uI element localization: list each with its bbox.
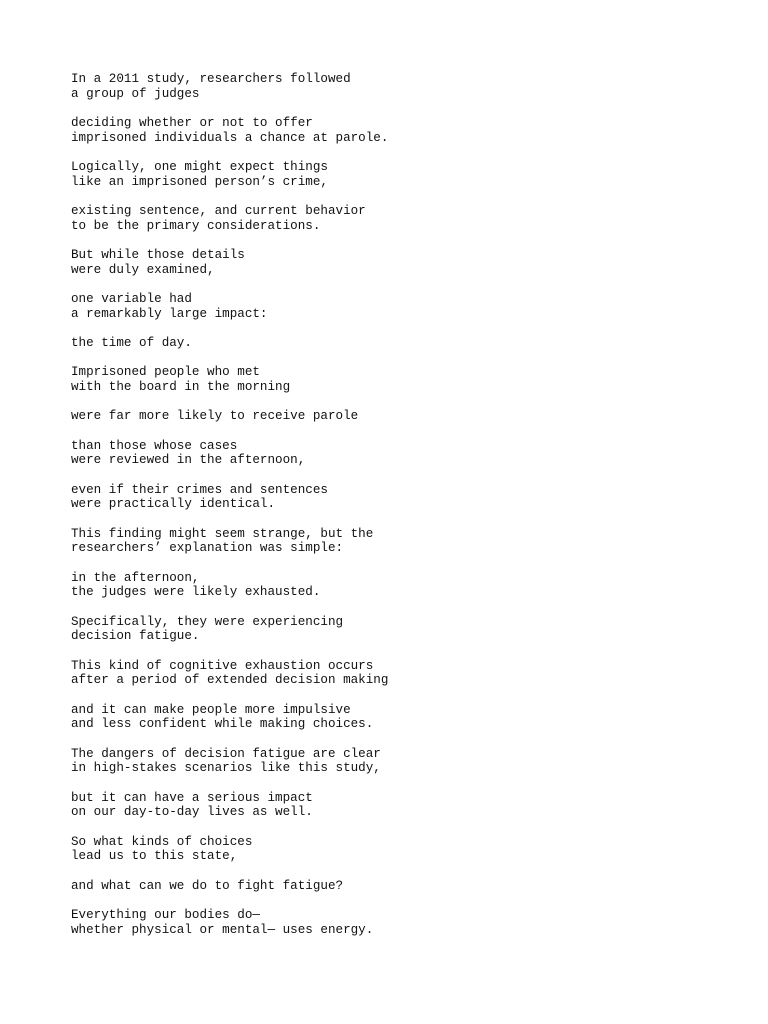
paragraph [71, 336, 721, 351]
text-line: and less confident while making choices. [71, 717, 374, 732]
text-line: imprisoned individuals a chance at parole. [71, 130, 389, 145]
text-line: lead us to this state, [71, 849, 238, 864]
text-line: decision fatigue. [71, 629, 200, 644]
text-line: researchers’ explanation was simple: [71, 541, 344, 556]
text-line: one variable had [71, 292, 192, 306]
text-line: to be the primary considerations. [71, 218, 321, 233]
text-line: on our day-to-day lives as well. [71, 805, 313, 820]
text-line: in the afternoon, [71, 570, 200, 585]
text-line: than those whose cases [71, 438, 238, 453]
document-body [71, 72, 721, 952]
text-line: were practically identical. [71, 497, 276, 512]
text-line: like an imprisoned person’s crime, [71, 174, 328, 189]
text-line: In a 2011 study, researchers followed [71, 72, 351, 86]
paragraph [71, 160, 721, 189]
text-line: deciding whether or not to offer [71, 116, 313, 130]
paragraph [71, 571, 721, 600]
paragraph [71, 747, 721, 776]
paragraph [71, 879, 721, 894]
paragraph [71, 615, 721, 644]
paragraph [71, 659, 721, 688]
text-line: But while those details [71, 248, 245, 262]
text-line: So what kinds of choices [71, 834, 253, 849]
paragraph [71, 908, 721, 937]
paragraph [71, 248, 721, 277]
paragraph [71, 835, 721, 864]
paragraph [71, 703, 721, 732]
text-line: Logically, one might expect things [71, 160, 328, 174]
text-line: but it can have a serious impact [71, 790, 313, 805]
text-line: and it can make people more impulsive [71, 702, 351, 717]
text-line: were reviewed in the afternoon, [71, 453, 306, 468]
text-line: the judges were likely exhausted. [71, 585, 321, 600]
paragraph [71, 72, 721, 101]
text-line: Imprisoned people who met [71, 365, 260, 380]
text-line: This kind of cognitive exhaustion occurs [71, 658, 374, 673]
text-line: the time of day. [71, 336, 192, 350]
text-line: The dangers of decision fatigue are clear [71, 746, 381, 761]
paragraph [71, 527, 721, 556]
text-line: were far more likely to receive parole [71, 409, 359, 424]
paragraph [71, 409, 721, 424]
text-line: in high-stakes scenarios like this study, [71, 761, 381, 776]
text-line: Everything our bodies do— [71, 907, 260, 922]
text-line: a remarkably large impact: [71, 306, 268, 321]
text-line: and what can we do to fight fatigue? [71, 878, 344, 893]
text-line: after a period of extended decision making [71, 673, 389, 688]
text-line: were duly examined, [71, 262, 215, 277]
text-line: existing sentence, and current behavior [71, 204, 366, 218]
paragraph [71, 439, 721, 468]
text-line: whether physical or mental— uses energy. [71, 922, 374, 937]
paragraph [71, 365, 721, 394]
text-line: with the board in the morning [71, 380, 291, 394]
text-line: even if their crimes and sentences [71, 482, 328, 497]
paragraph [71, 204, 721, 233]
paragraph [71, 791, 721, 820]
text-line: a group of judges [71, 86, 200, 101]
paragraph [71, 483, 721, 512]
paragraph [71, 292, 721, 321]
paragraph [71, 116, 721, 145]
text-line: Specifically, they were experiencing [71, 614, 344, 629]
text-line: This finding might seem strange, but the [71, 526, 374, 541]
